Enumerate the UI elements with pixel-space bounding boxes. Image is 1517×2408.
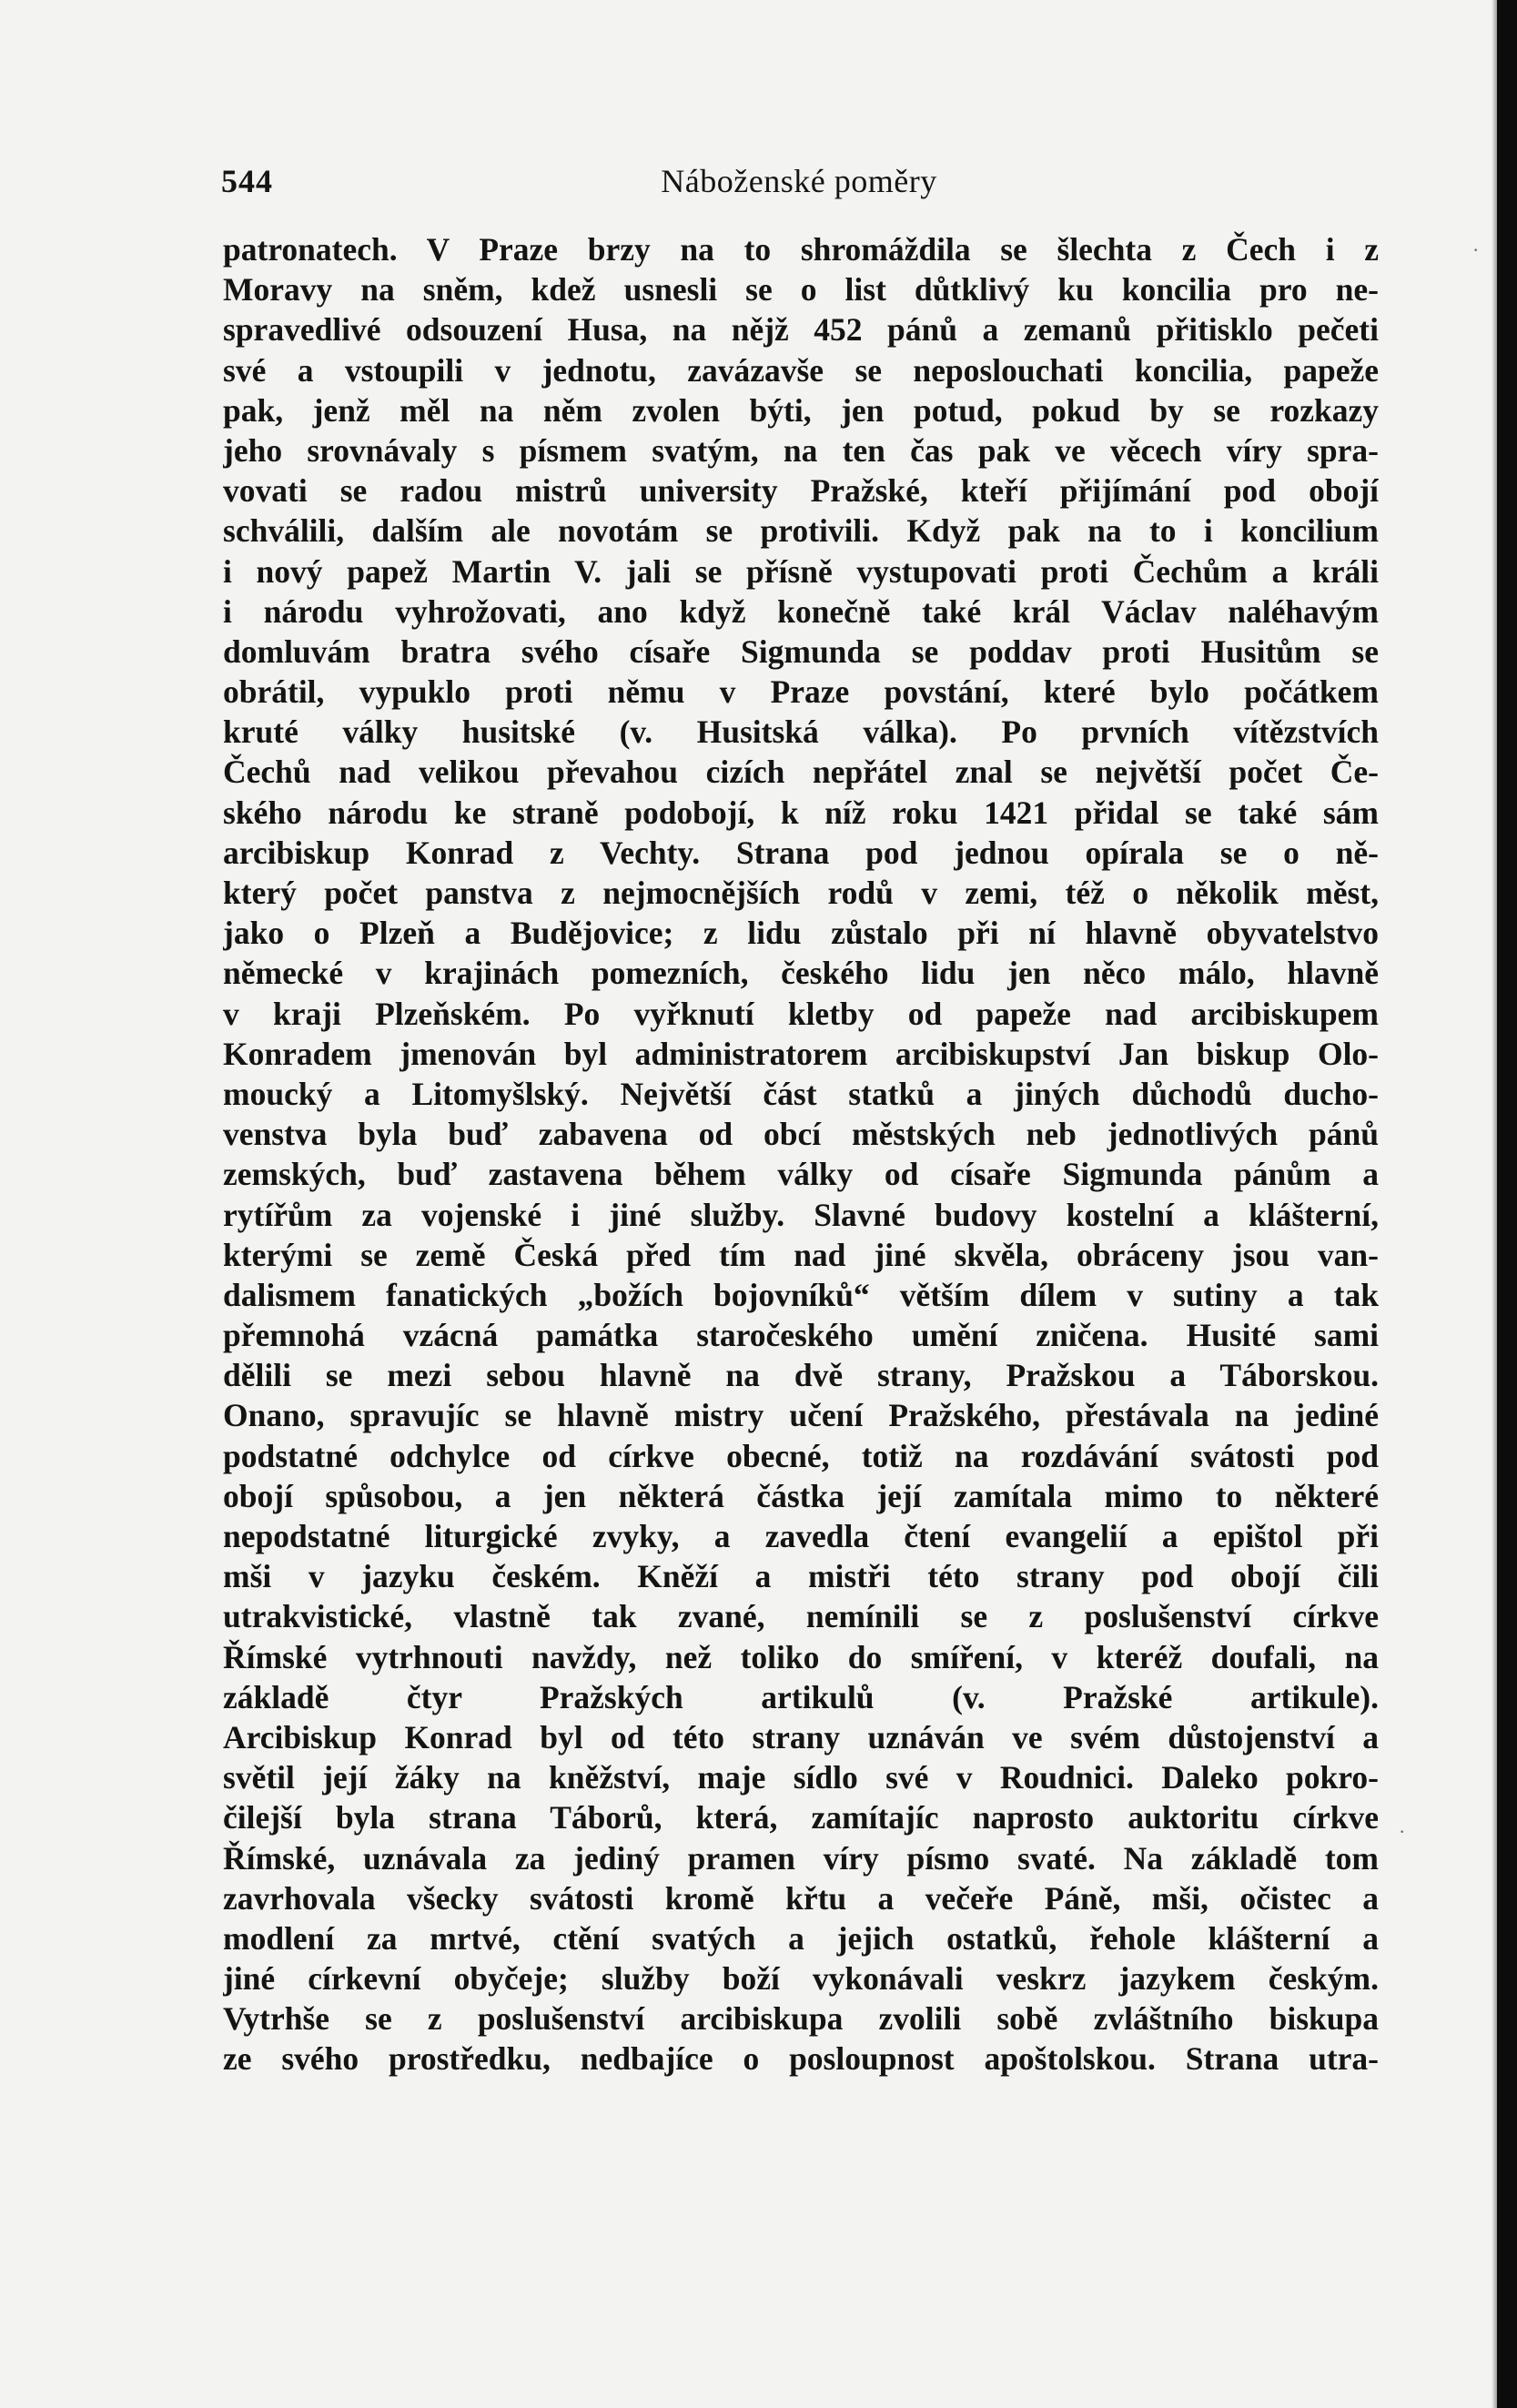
text-line: obojí spůsobou, a jen některá částka její zamítala mimo to některé [223,1477,1379,1514]
text-line: základě čtyr Pražských artikulů (v. Pražské artikule). [223,1678,1379,1715]
text-line: pak, jenž měl na něm zvolen býti, jen potud, pokud by se rozkazy [223,391,1379,429]
text-line: schválili, dalším ale novotám se protivili. Když pak na to i koncilium [223,512,1379,550]
text-line: kruté války husitské (v. Husitská válka). Po prvních vítězstvích [223,713,1379,751]
text-line: Římské vytrhnouti navždy, než toliko do smíření, v kteréž doufali, na [223,1638,1379,1675]
text-line: modlení za mrtvé, ctění svatých a jejich ostatků, řehole klášterní a [223,1919,1379,1957]
text-line: podstatné odchylce od církve obecné, totiž na rozdávání svátosti pod [223,1437,1379,1474]
text-line: Vytrhše se z poslušenství arcibiskupa zvolili sobě zvláštního biskupa [223,2000,1379,2038]
text-line: v kraji Plzeňském. Po vyřknutí kletby od papeže nad arcibiskupem [223,995,1379,1032]
text-line: domluvám bratra svého císaře Sigmunda se poddav proti Husitům se [223,632,1379,670]
text-line: utrakvistické, vlastně tak zvané, nemínili se z poslušenství církve [223,1598,1379,1635]
body-text [223,229,1379,2079]
page-number: 544 [221,163,273,199]
text-line: ze svého prostředku, nedbajíce o posloupnost apoštolskou. Strana utra- [223,2040,1379,2078]
text-line: německé v krajinách pomezních, českého lidu jen něco málo, hlavně [223,955,1379,992]
text-line: zavrhovala všecky svátosti kromě křtu a večeře Páně, mši, očistec a [223,1879,1379,1917]
text-line: přemnohá vzácná památka staročeského umění zničena. Husité sami [223,1317,1379,1354]
text-line: Římské, uznávala za jediný pramen víry písmo svaté. Na základě tom [223,1839,1379,1877]
text-line: Onano, spravujíc se hlavně mistry učení Pražského, přestávala na jediné [223,1397,1379,1434]
text-line: nepodstatné liturgické zvyky, a zavedla čtení evangelií a epištol při [223,1518,1379,1554]
text-line: i národu vyhrožovati, ano když konečně také král Václav naléhavým [223,592,1379,630]
text-line: patronatech. V Praze brzy na to shromáždila se šlechta z Čech i z [223,231,1379,268]
text-line: arcibiskup Konrad z Vechty. Strana pod jednou opírala se o ně- [223,834,1379,871]
margin-speck: · [1472,238,1480,261]
text-line: ského národu ke straně podobojí, k níž roku 1421 přidal se také sám [223,794,1379,831]
margin-speck: · [1399,1820,1406,1843]
text-line: vovati se radou mistrů university Pražské, kteří přijímání pod obojí [223,472,1379,510]
text-line: Konradem jmenován byl administratorem arcibiskupství Jan biskup Olo- [223,1035,1379,1072]
page-header [221,162,1377,207]
text-line: obrátil, vypuklo proti němu v Praze povstání, které bylo počátkem [223,673,1379,711]
text-line: Čechů nad velikou převahou cizích nepřátel znal se největší počet Če- [223,754,1379,791]
text-line: i nový papež Martin V. jali se přísně vystupovati proti Čechům a králi [223,552,1379,590]
scan-border [1497,0,1517,2408]
text-line: Moravy na sněm, kdež usnesli se o list důtklivý ku koncilia pro ne- [223,271,1379,309]
text-line: čilejší byla strana Táborů, která, zamítajíc naprosto auktoritu církve [223,1799,1379,1836]
text-line: zemských, buď zastavena během války od císaře Sigmunda pánům a [223,1156,1379,1193]
text-line: jiné církevní obyčeje; služby boží vykonávali veskrz jazykem českým. [223,1960,1379,1998]
text-line: světil její žáky na kněžství, maje sídlo své v Roudnici. Daleko pokro- [223,1759,1379,1796]
text-line: jako o Plzeň a Budějovice; z lidu zůstalo při ní hlavně obyvatelstvo [223,915,1379,952]
running-head: Náboženské poměry [661,163,937,199]
text-line: mši v jazyku českém. Kněží a mistři této strany pod obojí čili [223,1558,1379,1595]
text-line: rytířům za vojenské i jiné služby. Slavné budovy kostelní a klášterní, [223,1196,1379,1233]
text-line: kterými se země Česká před tím nad jiné skvěla, obráceny jsou van- [223,1236,1379,1273]
text-line: dalismem fanatických „božích bojovníků“ větším dílem v sutiny a tak [223,1276,1379,1313]
text-line: venstva byla buď zabavena od obcí městských neb jednotlivých pánů [223,1116,1379,1153]
text-line: který počet panstva z nejmocnějších rodů v zemi, též o několik měst, [223,875,1379,911]
text-line: své a vstoupili v jednotu, zavázavše se neposlouchati koncilia, papeže [223,351,1379,389]
text-line: Arcibiskup Konrad byl od této strany uznáván ve svém důstojenství a [223,1718,1379,1755]
text-line: moucký a Litomyšlský. Největší část statků a jiných důchodů ducho- [223,1075,1379,1112]
text-line: spravedlivé odsouzení Husa, na nějž 452 pánů a zemanů přitisklo pečeti [223,311,1379,349]
text-line: jeho srovnávaly s písmem svatým, na ten čas pak ve věcech víry spra- [223,431,1379,469]
text-line: dělili se mezi sebou hlavně na dvě strany, Pražskou a Táborskou. [223,1357,1379,1394]
